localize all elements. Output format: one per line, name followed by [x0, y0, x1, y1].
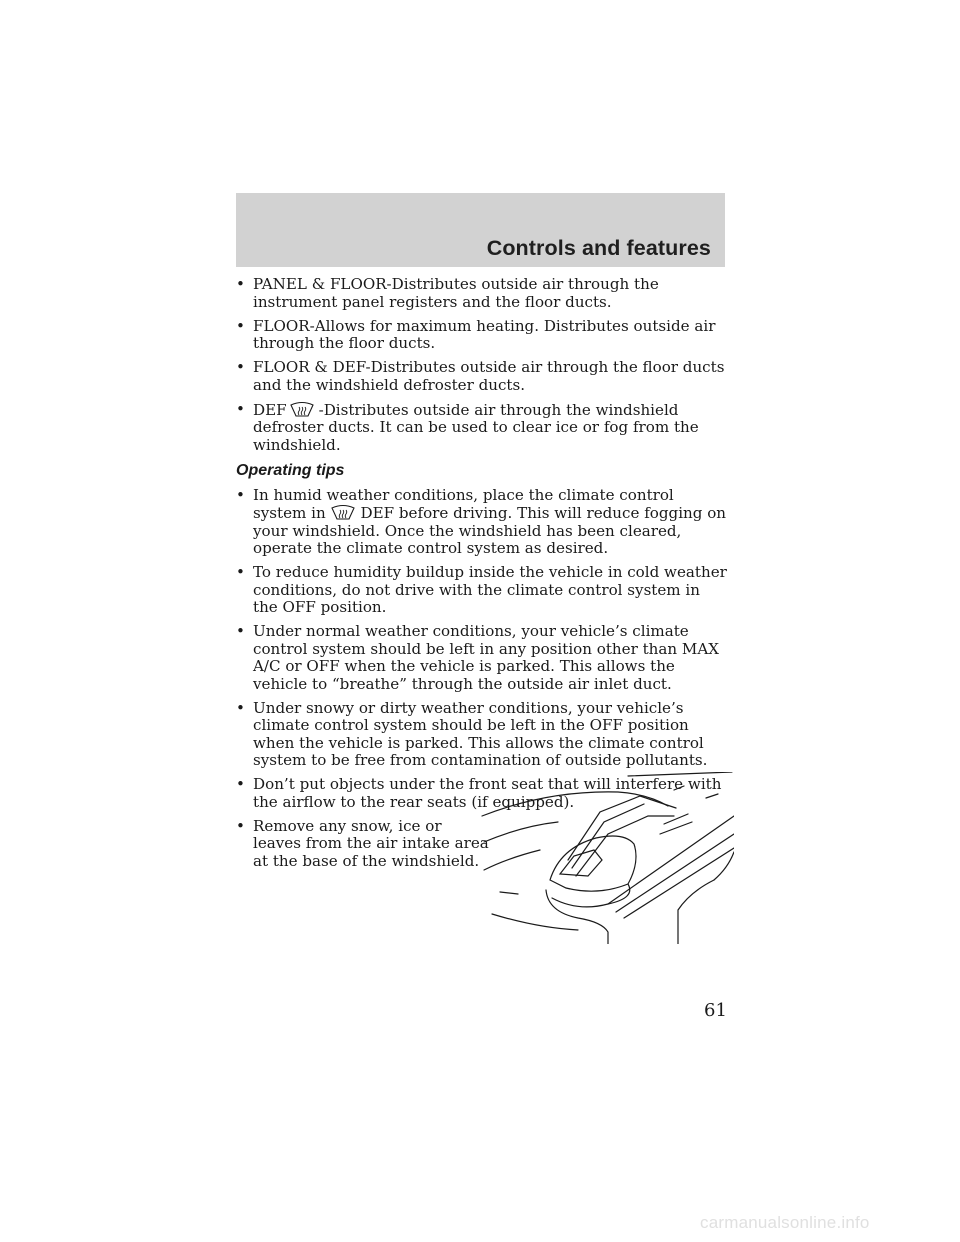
tip-text: To reduce humidity buildup inside the vehicle in cold weather conditions, do not drive with the climate control system in the OFF position. — [253, 563, 727, 616]
list-item-text: FLOOR & DEF-Distributes outside air through the floor ducts and the windshield defroster ducts. — [253, 358, 725, 394]
bullet-dot: • — [236, 775, 245, 793]
bullet-dot: • — [236, 816, 245, 835]
list-item-def — [236, 401, 728, 455]
bullet-dot: • — [236, 563, 245, 581]
list-item-tip — [236, 487, 728, 558]
list-item — [236, 276, 728, 311]
tip-text: Under snowy or dirty weather conditions, your vehicle’s climate control system should be left in the OFF position when the vehicle is parked. This allows the climate control system to be free from contamination of outside pollutants. — [253, 698, 708, 769]
def-description: -Distributes outside air through the windshield defroster ducts. It can be used to clear ice or fog from the windshield. — [253, 400, 699, 454]
bullet-dot: • — [236, 316, 245, 335]
bullet-dot: • — [236, 698, 245, 717]
page-number: 61 — [704, 1000, 727, 1021]
windshield-air-intake-illustration — [478, 772, 734, 944]
list-item — [236, 318, 728, 353]
list-item-tip — [236, 623, 728, 693]
list-item-text: FLOOR-Allows for maximum heating. Distributes outside air through the floor ducts. — [253, 316, 716, 352]
bullet-dot: • — [236, 275, 245, 293]
tip-text: Under normal weather conditions, your vehicle’s climate control system should be left in any position other than MAX A/C or OFF when the vehicle is parked. This allows the vehicle to “breathe” through the outside air inlet duct. — [253, 622, 719, 693]
def-label: DEF — [253, 400, 287, 419]
list-item-tip — [236, 564, 728, 617]
section-heading: Operating tips — [236, 462, 345, 479]
tip-text: Remove any snow, ice or leaves from the air intake area at the base of the windshield. — [253, 816, 489, 870]
section-title: Controls and features — [486, 236, 711, 260]
bullet-dot: • — [236, 399, 245, 418]
bullet-dot: • — [236, 485, 245, 504]
list-item-tip — [236, 818, 489, 871]
tip-text-after-icon: DEF before driving. This will reduce fogging on your windshield. Once the windshield has been cleared, operate the climate control system as desired. — [253, 504, 727, 557]
section-header-band — [236, 193, 725, 267]
list-item-tip — [236, 700, 728, 770]
list-item-text: PANEL & FLOOR-Distributes outside air through the instrument panel registers and the floor ducts. — [253, 275, 659, 311]
bullet-dot: • — [236, 358, 245, 376]
windshield-defrost-icon — [289, 401, 315, 417]
windshield-defrost-icon — [330, 504, 356, 520]
tip-text: Don’t put objects under the front seat that will interfere with the airflow to the rear seats (if equipped). — [253, 775, 722, 811]
bullet-dot: • — [236, 622, 245, 640]
list-item — [236, 359, 728, 394]
tip-text-before-icon: In humid weather conditions, place the climate control system in — [253, 485, 674, 522]
watermark: carmanualsonline.info — [700, 1213, 870, 1232]
